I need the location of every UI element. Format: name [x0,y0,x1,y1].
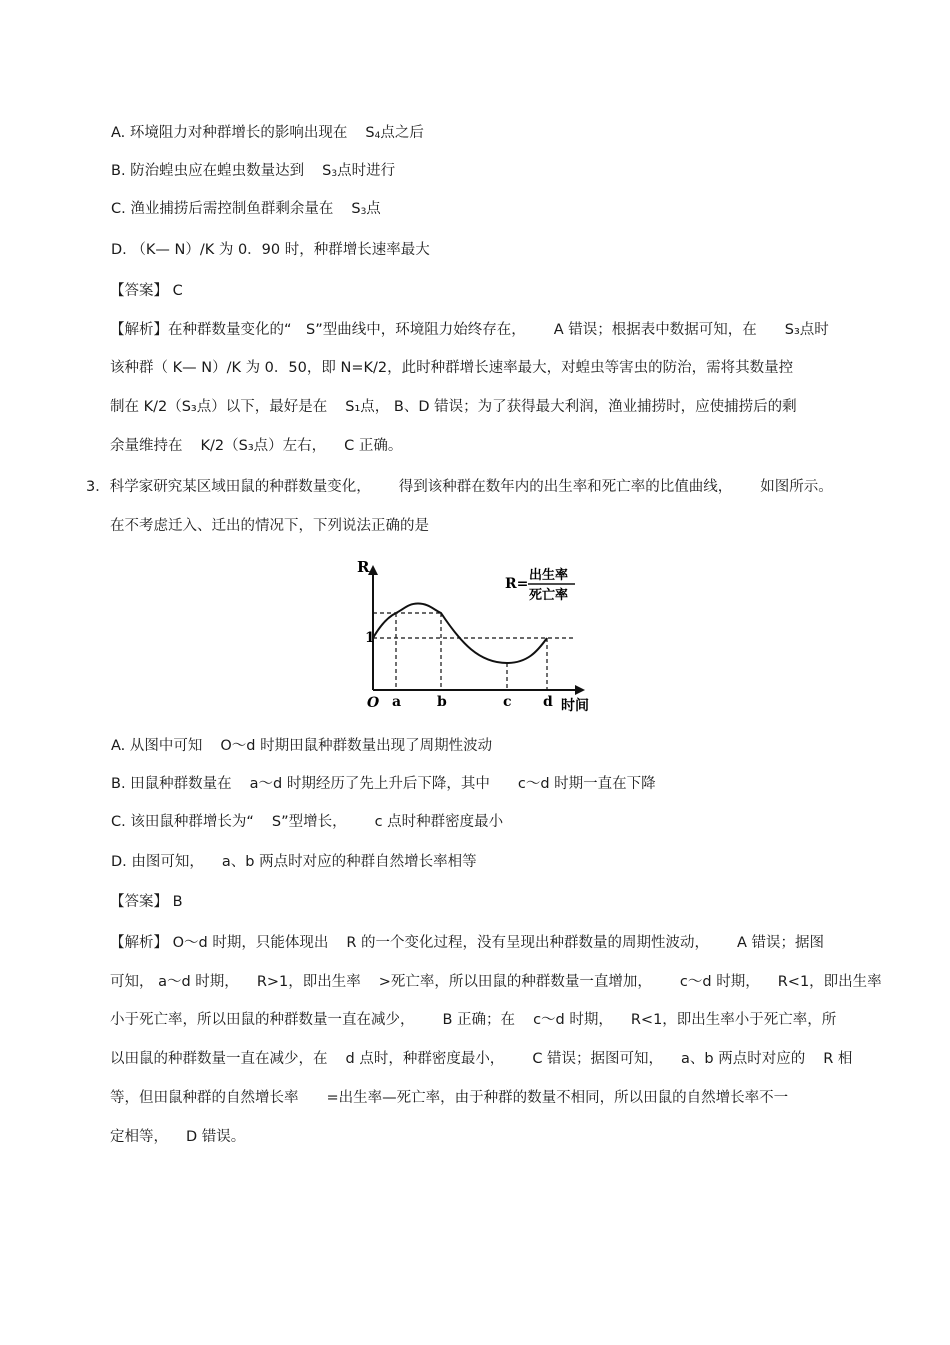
text-run: D. 由图可知， [111,854,204,870]
q2-option-b-text: B. 防治蝗虫应在蝗虫数量达到 [111,163,305,179]
q2-option-c-tail: 点 [366,201,381,217]
text-run: R 相 [823,1051,853,1067]
text-run: 等，但田鼠种群的自然增长率 [110,1090,299,1106]
q3-analysis-line-5 [110,1088,788,1108]
s-symbol: S [365,125,375,141]
q2-option-c-text: C. 渔业捕捞后需控制鱼群剩余量在 [111,201,334,217]
x-tick-label-d: d [543,694,553,710]
text-run: c～d 时期， [679,974,760,990]
subscript: 3 [331,169,338,179]
text-run: 3．科学家研究某区域田鼠的种群数量变化， [86,479,371,495]
text-run: =出生率—死亡率，由于种群的数量不相同，所以田鼠的自然增长率不一 [326,1090,789,1106]
subscript: 3 [360,207,367,217]
text-run: d 点时，种群密度最小， [345,1051,505,1067]
q3-analysis-line-3 [110,1010,836,1030]
text-run: >死亡率，所以田鼠的种群数量一直增加， [378,974,652,990]
x-tick-label-b: b [437,694,447,710]
text-run: B 正确；在 [442,1012,516,1028]
x-tick-labels [392,694,553,710]
text-run: a、b 两点时对应的种群自然增长率相等 [221,854,477,870]
formula-denominator: 死亡率 [529,588,569,603]
text-run: A 错误；根据表中数据可知，在 [553,322,757,338]
text-run: 制在 K/2（S₃点）以下，最好是在 [110,399,328,415]
q3-analysis-line-1 [110,933,824,953]
text-run: R<1，即出生率 [777,974,882,990]
text-run: a、b 两点时对应的 [681,1051,806,1067]
s-symbol: S [351,201,361,217]
q2-analysis-line-4 [110,436,402,456]
q2-option-b [111,161,395,184]
text-run: 可知， a～d 时期， [110,974,239,990]
q2-option-a [111,123,424,146]
text-run: A 错误；据图 [737,935,825,951]
q3-stem-line-1 [86,477,833,497]
x-tick-label-a: a [392,694,402,710]
q3-option-a [111,736,492,756]
q2-option-b-tail: 点时进行 [337,163,396,179]
q3-analysis-line-2 [110,972,882,992]
r-ratio-chart [345,555,605,720]
text-run: O～d 时期田鼠种群数量出现了周期性波动 [220,738,493,754]
text-run: C 正确。 [344,438,403,454]
text-run: 得到该种群在数年内的出生率和死亡率的比值曲线， [398,479,733,495]
s-symbol: S [322,163,332,179]
q2-option-d-text: D. （K— N）/K 为 0．90 时，种群增长速率最大 [111,242,430,258]
formula-lhs: R= [505,576,529,592]
text-run: S₁点， B、D 错误；为了获得最大利润，渔业捕捞时，应使捕捞后的剩 [345,399,797,415]
x-axis-label: 时间 [561,698,589,714]
q3-analysis-line-4 [110,1049,852,1069]
q2-analysis-line-3 [110,397,797,417]
text-run: S₃点时 [784,322,829,338]
text-run: 小于死亡率，所以田鼠的种群数量一直在减少， [110,1012,415,1028]
text-run: R 的一个变化过程，没有呈现出种群数量的周期性波动， [346,935,710,951]
text-run: 【解析】在种群数量变化的“ S”型曲线中，环境阻力始终存在， [110,322,526,338]
text-run: K/2（S₃点）左右， [200,438,327,454]
text-run: c 点时种群密度最小 [374,814,504,830]
q3-option-b [111,774,656,794]
r-curve-series [373,604,547,663]
q3-option-d [111,852,477,872]
text-run: 余量维持在 [110,438,183,454]
text-run: c～d 时期， [533,1012,613,1028]
text-run: A. 从图中可知 [111,738,203,754]
text-run: 以田鼠的种群数量一直在减少，在 [110,1051,328,1067]
y-tick-label-1: 1 [365,630,375,646]
text-run: a～d 时期经历了先上升后下降，其中 [249,776,490,792]
text-run: c～d 时期一直在下降 [517,776,656,792]
q2-option-a-text: A. 环境阻力对种群增长的影响出现在 [111,125,348,141]
q2-option-d [111,240,430,260]
text-run: R<1，即出生率小于死亡率，所 [630,1012,837,1028]
y-axis-label: R [357,558,370,576]
text-run: D 错误。 [186,1129,246,1145]
q2-analysis-line-2 [110,358,793,378]
subscript: 4 [374,131,381,141]
q2-option-a-tail: 点之后 [380,125,424,141]
q2-answer: 【答案】 C [110,283,183,299]
q3-stem-line-2: 在不考虑迁入、迁出的情况下，下列说法正确的是 [110,518,429,534]
text-run: S”型增长， [271,814,347,830]
origin-label: O [367,695,380,711]
formula-numerator: 出生率 [529,568,569,583]
q3-analysis-line-6 [110,1127,245,1147]
text-run: 定相等， [110,1129,168,1145]
text-run: C. 该田鼠种群增长为“ [111,814,254,830]
q2-option-c [111,199,381,222]
q3-answer: 【答案】 B [110,894,183,910]
text-run: R>1，即出生率 [256,974,361,990]
text-run: B. 田鼠种群数量在 [111,776,232,792]
q3-option-c [111,812,503,832]
text-run: 【解析】 O～d 时期，只能体现出 [110,935,329,951]
x-axis-arrow [575,685,585,695]
q2-analysis-line-1 [110,320,829,340]
x-tick-label-c: c [503,694,512,710]
y-axis-arrow [368,565,378,575]
text-run: 该种群（ K— N）/K 为 0．50，即 N=K/2，此时种群增长速率最大，对蝗虫等害虫的防治，需将其数量控 [110,360,794,376]
text-run: 如图所示。 [760,479,833,495]
text-run: C 错误；据图可知， [532,1051,664,1067]
